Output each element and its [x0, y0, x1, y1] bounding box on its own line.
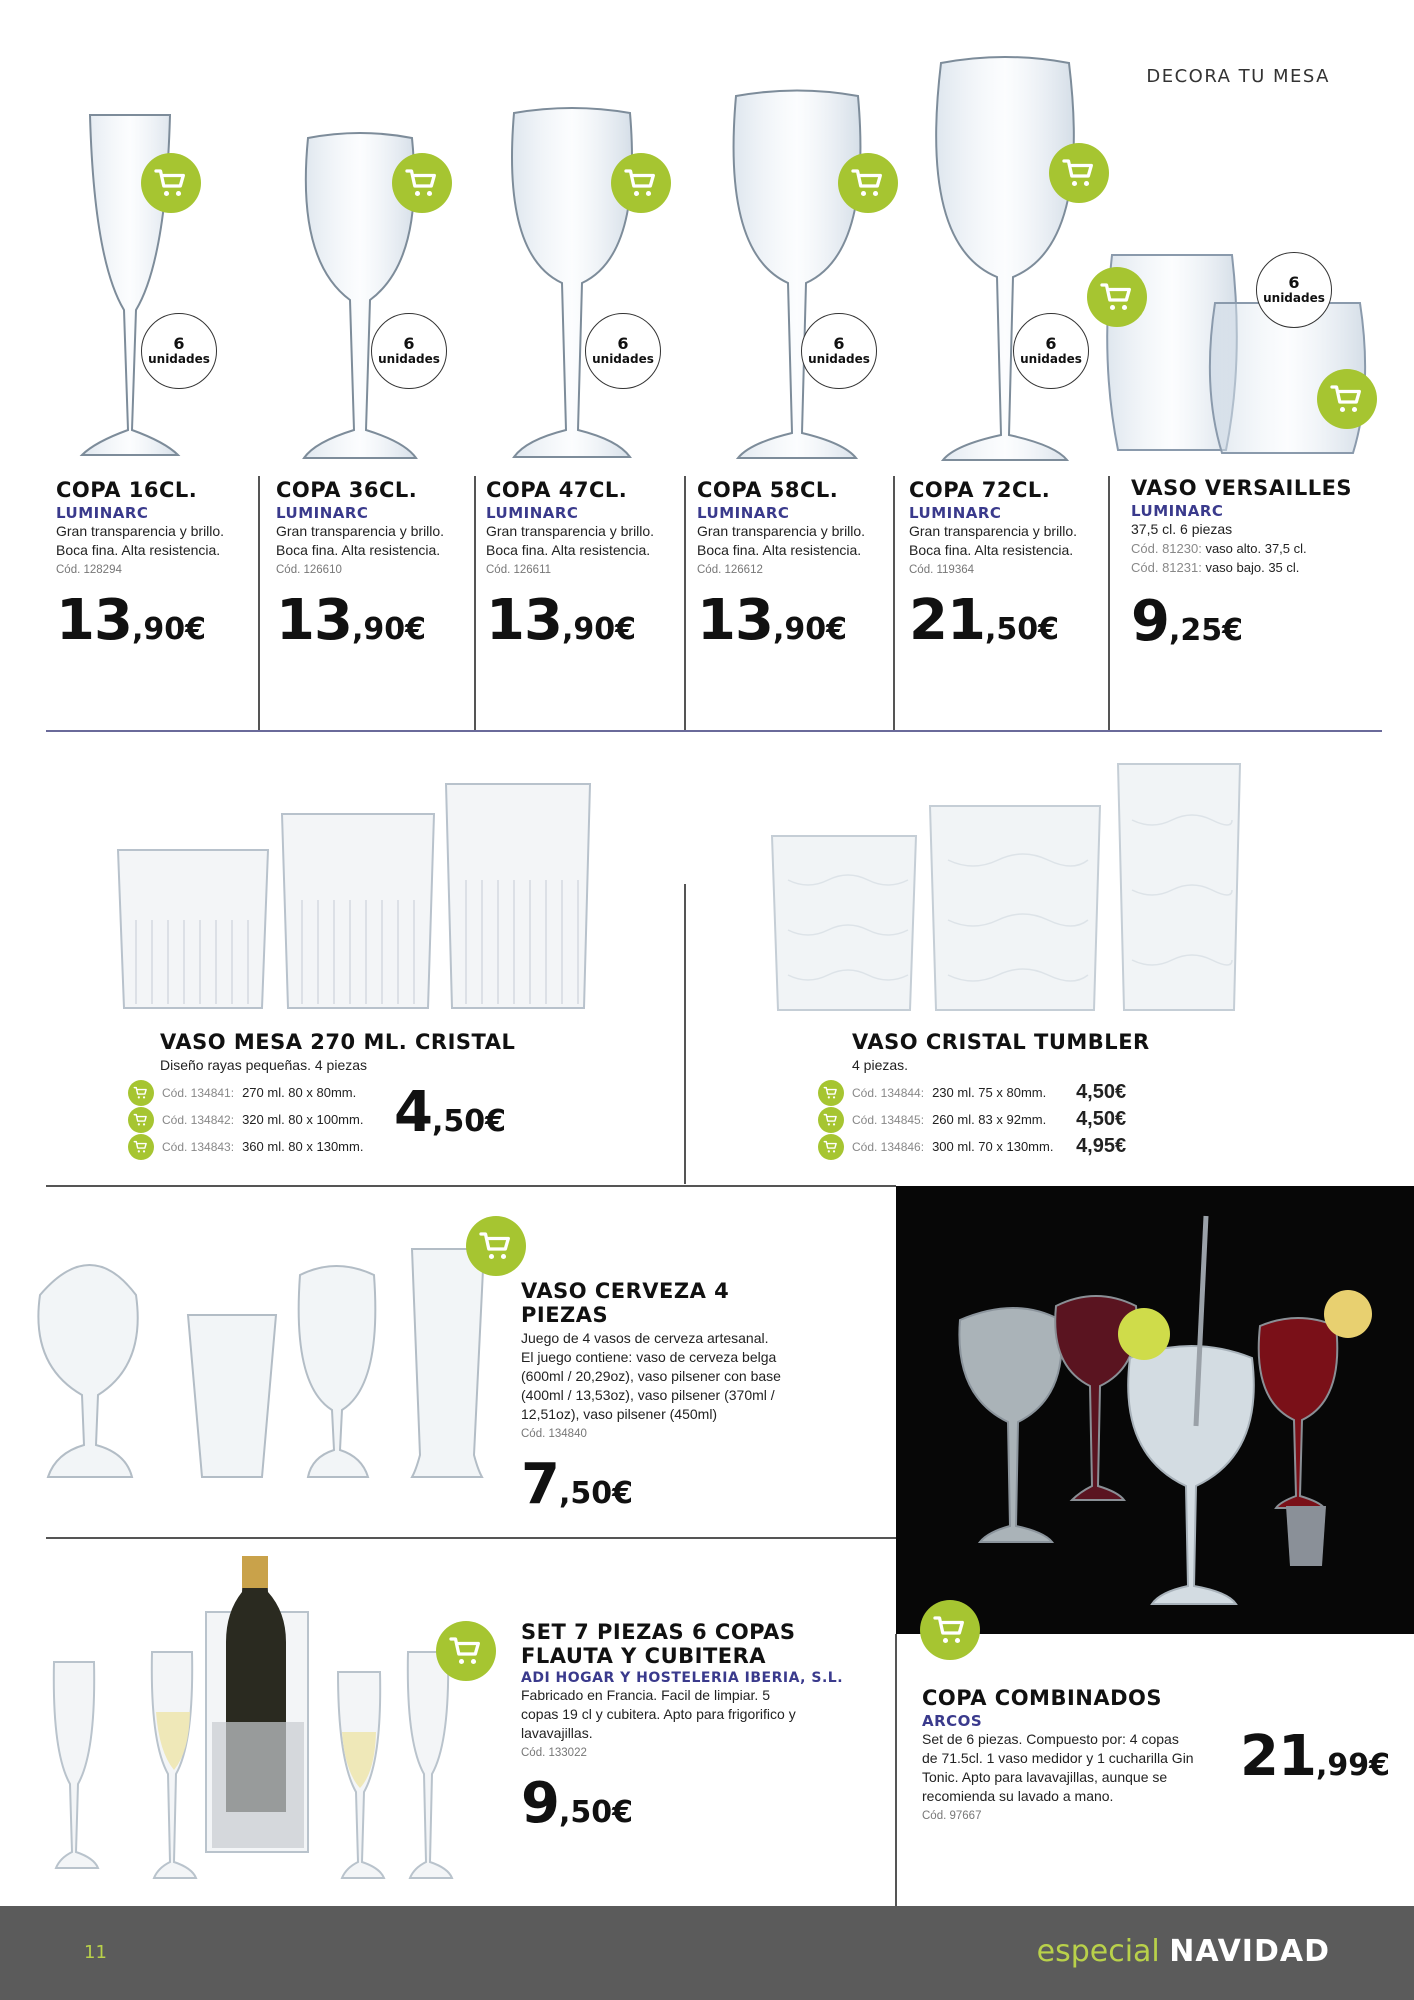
product-brand: LUMINARC [56, 504, 149, 522]
set-copas-cubitera-image [46, 1552, 466, 1892]
product-desc: Boca fina. Alta resistencia. [56, 542, 221, 558]
add-to-cart-button[interactable] [1049, 143, 1109, 203]
product-title: VASO VERSAILLES [1131, 476, 1353, 500]
product-title: COPA COMBINADOS [922, 1686, 1163, 1710]
add-to-cart-button[interactable] [1087, 267, 1147, 327]
option-row: Cód. 134842: 320 ml. 80 x 100mm. [128, 1106, 363, 1133]
option-row: Cód. 134844: 230 ml. 75 x 80mm. 4,50€ [818, 1079, 1126, 1106]
add-to-cart-button[interactable] [838, 153, 898, 213]
add-to-cart-button[interactable] [392, 153, 452, 213]
add-to-cart-button[interactable] [611, 153, 671, 213]
product-desc: Boca fina. Alta resistencia. [909, 542, 1074, 558]
option-row: Cód. 134845: 260 ml. 83 x 92mm. 4,50€ [818, 1106, 1126, 1133]
product-desc: Gran transparencia y brillo. [697, 523, 866, 539]
product-price: 13,90€ [276, 588, 426, 653]
section-label: DECORA TU MESA [1146, 66, 1330, 87]
copa-58cl-image [722, 88, 872, 465]
option-row: Cód. 134841: 270 ml. 80 x 80mm. [128, 1079, 363, 1106]
product-brand: LUMINARC [909, 504, 1002, 522]
copa-combinados-photo [896, 1186, 1414, 1634]
product-copa-16cl [56, 478, 224, 653]
product-copa-47cl [486, 478, 654, 653]
product-desc: Fabricado en Francia. Facil de limpiar. 5 [521, 1687, 770, 1703]
product-title: VASO MESA 270 ML. CRISTAL [160, 1030, 516, 1054]
product-code-line: Cód. 81231: vaso bajo. 35 cl. [1131, 560, 1300, 575]
units-badge: 6 unidades [585, 313, 661, 389]
product-code: Cód. 134840 [521, 1428, 587, 1440]
add-to-cart-button[interactable] [128, 1134, 154, 1160]
section-divider [46, 1185, 896, 1187]
units-badge: 6 unidades [801, 313, 877, 389]
column-divider [258, 476, 260, 730]
product-code: Cód. 133022 [521, 1747, 587, 1759]
product-copa-36cl [276, 478, 444, 653]
product-desc: 37,5 cl. 6 piezas [1131, 521, 1233, 537]
add-to-cart-button[interactable] [818, 1134, 844, 1160]
product-price: 13,90€ [697, 588, 847, 653]
units-badge: 6 unidades [141, 313, 217, 389]
product-brand: LUMINARC [486, 504, 579, 522]
section-divider [46, 1537, 896, 1539]
column-divider [684, 476, 686, 730]
product-title: COPA 72CL. [909, 478, 1051, 502]
add-to-cart-button[interactable] [1317, 369, 1377, 429]
product-desc: Boca fina. Alta resistencia. [486, 542, 651, 558]
footer-brand: especial NAVIDAD [1036, 1934, 1330, 1969]
product-desc: Gran transparencia y brillo. [56, 523, 225, 539]
column-divider [895, 1634, 897, 1906]
page-number: 11 [84, 1942, 107, 1963]
product-desc: Gran transparencia y brillo. [909, 523, 1078, 539]
product-vaso-mesa [160, 1030, 515, 1075]
units-badge: 6 unidades [1013, 313, 1089, 389]
product-desc: recomienda su lavado a mano. [922, 1788, 1114, 1804]
product-brand: LUMINARC [276, 504, 369, 522]
units-badge: 6 unidades [371, 313, 447, 389]
product-desc: de 71.5cl. 1 vaso medidor y 1 cucharilla Gin [922, 1750, 1194, 1766]
column-divider [684, 884, 686, 1184]
vaso-mesa-options [128, 1079, 363, 1160]
product-desc: Diseño rayas pequeñas. 4 piezas [160, 1057, 368, 1073]
product-title: COPA 36CL. [276, 478, 418, 502]
footer [0, 1906, 1414, 2000]
add-to-cart-button[interactable] [128, 1080, 154, 1106]
column-divider [474, 476, 476, 730]
product-desc: Gran transparencia y brillo. [486, 523, 655, 539]
product-brand: LUMINARC [697, 504, 790, 522]
vaso-tumbler-options [818, 1079, 1126, 1160]
product-price: 13,90€ [486, 588, 636, 653]
product-title: SET 7 PIEZAS 6 COPAS [521, 1620, 796, 1644]
product-desc: 4 piezas. [852, 1057, 909, 1073]
vaso-cerveza-image [36, 1245, 496, 1490]
option-row: Cód. 134846: 300 ml. 70 x 130mm. 4,95€ [818, 1133, 1126, 1160]
vaso-mesa-image [112, 780, 592, 1015]
add-to-cart-button[interactable] [128, 1107, 154, 1133]
product-title: COPA 16CL. [56, 478, 198, 502]
product-code: Cód. 119364 [909, 564, 975, 576]
product-copa-combinados [922, 1686, 1242, 1822]
product-desc: Boca fina. Alta resistencia. [697, 542, 862, 558]
option-row: Cód. 134843: 360 ml. 80 x 130mm. [128, 1133, 363, 1160]
product-brand: LUMINARC [1131, 502, 1224, 520]
add-to-cart-button[interactable] [818, 1080, 844, 1106]
product-desc: Juego de 4 vasos de cerveza artesanal. [521, 1330, 769, 1346]
product-title: COPA 58CL. [697, 478, 839, 502]
add-to-cart-button[interactable] [818, 1107, 844, 1133]
product-price: 7,50€ [521, 1452, 633, 1517]
vaso-tumbler-image [768, 760, 1248, 1015]
product-price: 21,99€ [1240, 1724, 1390, 1789]
product-desc: Boca fina. Alta resistencia. [276, 542, 441, 558]
product-desc: Tonic. Apto para lavavajillas, aunque se [922, 1769, 1168, 1785]
section-divider [46, 730, 1382, 732]
add-to-cart-button[interactable] [436, 1621, 496, 1681]
add-to-cart-button[interactable] [466, 1216, 526, 1276]
add-to-cart-button[interactable] [141, 153, 201, 213]
product-vaso-versailles [1131, 476, 1352, 654]
product-code-line: Cód. 81230: vaso alto. 37,5 cl. [1131, 541, 1307, 556]
product-price: 4,50€ [394, 1080, 506, 1145]
product-code: Cód. 126611 [486, 564, 552, 576]
product-brand: ARCOS [922, 1712, 983, 1730]
product-code: Cód. 126612 [697, 564, 763, 576]
cocktail-glasses-image [896, 1186, 1414, 1634]
copa-72cl-image [925, 55, 1085, 465]
product-desc: Gran transparencia y brillo. [276, 523, 445, 539]
product-code: Cód. 126610 [276, 564, 342, 576]
product-title: FLAUTA Y CUBITERA [521, 1644, 767, 1668]
product-set-copas [521, 1620, 861, 1836]
product-desc: (400ml / 13,53oz), vaso pilsener (370ml / [521, 1387, 775, 1403]
product-title: VASO CRISTAL TUMBLER [852, 1030, 1150, 1054]
product-code: Cód. 128294 [56, 564, 122, 576]
product-price: 21,50€ [909, 588, 1059, 653]
product-desc: copas 19 cl y cubitera. Apto para frigorifico y [521, 1706, 796, 1722]
product-brand: ADI HOGAR Y HOSTELERIA IBERIA, S.L. [521, 1670, 844, 1686]
product-desc: El juego contiene: vaso de cerveza belga [521, 1349, 777, 1365]
column-divider [1108, 476, 1110, 730]
add-to-cart-button[interactable] [920, 1600, 980, 1660]
product-vaso-cerveza [521, 1279, 821, 1517]
column-divider [893, 476, 895, 730]
product-title: COPA 47CL. [486, 478, 628, 502]
product-copa-72cl [909, 478, 1077, 653]
product-desc: (600ml / 20,29oz), vaso pilsener con base [521, 1368, 781, 1384]
product-desc: lavavajillas. [521, 1725, 593, 1741]
product-desc: Set de 6 piezas. Compuesto por: 4 copas [922, 1731, 1179, 1747]
product-price: 9,50€ [521, 1771, 633, 1836]
product-price: 9,25€ [1131, 589, 1243, 654]
product-desc: 12,51oz), vaso pilsener (450ml) [521, 1406, 718, 1422]
product-code: Cód. 97667 [922, 1810, 982, 1822]
units-badge: 6 unidades [1256, 252, 1332, 328]
product-copa-58cl [697, 478, 865, 653]
product-price: 13,90€ [56, 588, 206, 653]
product-title: VASO CERVEZA 4 PIEZAS [521, 1279, 730, 1327]
product-vaso-tumbler [852, 1030, 1150, 1075]
